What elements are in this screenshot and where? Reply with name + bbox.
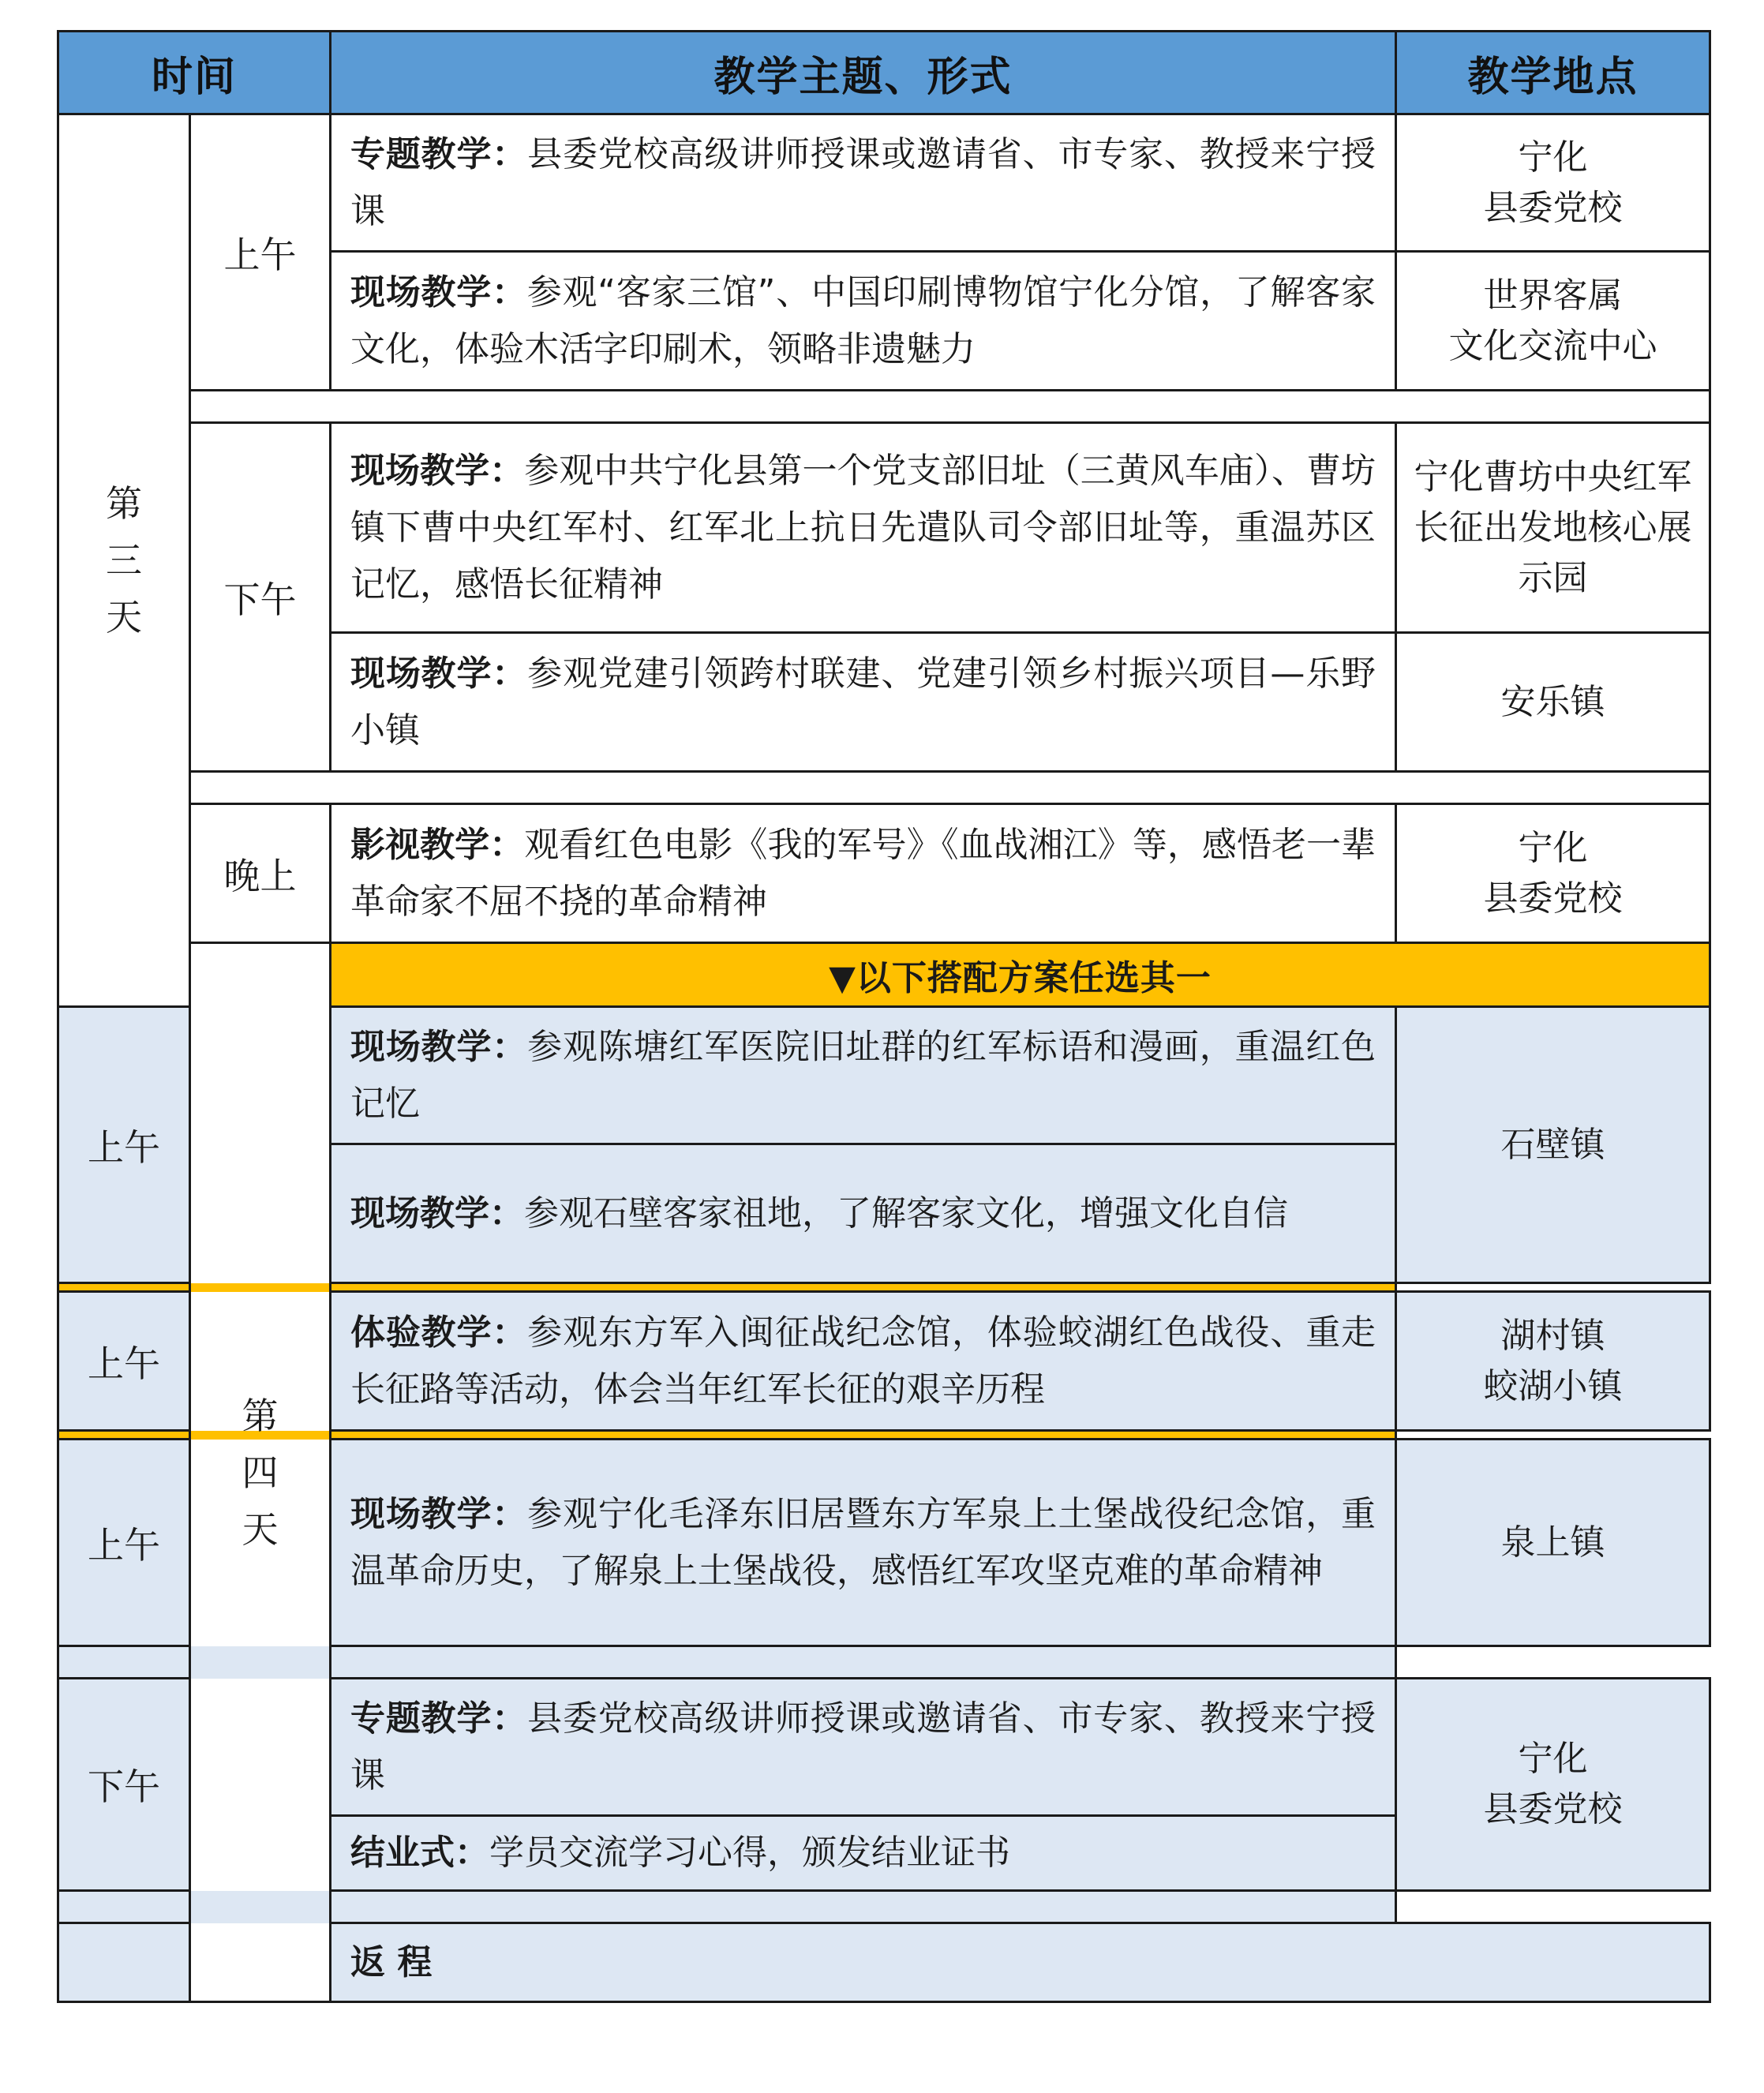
- header-row: [58, 32, 1710, 114]
- location-line: 县委党校: [1483, 1789, 1623, 1829]
- header-time: 时间: [58, 32, 331, 114]
- day-label-text: 第三天: [106, 482, 142, 638]
- activity-cell: [331, 1816, 1396, 1891]
- location-line: 宁化: [1518, 827, 1588, 868]
- table-row: [58, 114, 1710, 252]
- location-line: 宁化: [1518, 1739, 1588, 1779]
- location-cell: [1396, 1679, 1710, 1891]
- activity-text: 学员交流学习心得，颁发结业证书: [489, 1833, 1011, 1873]
- location-line: 蛟湖小镇: [1483, 1365, 1623, 1406]
- day-label-3: [58, 114, 190, 1007]
- activity-tag: 现场教学：: [350, 1193, 525, 1234]
- period-label: 上午: [58, 1007, 190, 1283]
- header-location: 教学地点: [1396, 32, 1710, 114]
- spacer-row: [58, 772, 1710, 804]
- period-label: 上午: [58, 1440, 190, 1646]
- location-line: 世界客属: [1483, 275, 1623, 316]
- activity-text: 参观东方军入闽征战纪念馆，体验蛟湖红色战役、重走长征路等活动，体会当年红军长征的艰辛历程: [350, 1312, 1376, 1410]
- location-cell: [1396, 252, 1710, 391]
- activity-cell: [331, 252, 1396, 391]
- schedule-table: [57, 30, 1711, 2003]
- activity-tag: 现场教学：: [350, 1026, 528, 1067]
- separator: [58, 1283, 1396, 1292]
- location-line: 湖村镇: [1500, 1315, 1605, 1356]
- spacer: [190, 391, 1710, 423]
- spacer: [58, 1646, 1396, 1679]
- activity-cell: [331, 804, 1396, 943]
- activity-cell: [331, 1292, 1396, 1431]
- activity-cell: [331, 423, 1396, 633]
- location-cell: [1396, 1292, 1710, 1431]
- activity-tag: 专题教学：: [350, 1698, 528, 1739]
- empty-cell: [58, 1923, 190, 2002]
- location-cell: [1396, 804, 1710, 943]
- activity-cell: [331, 633, 1396, 772]
- activity-text: 参观“客家三馆”、中国印刷博物馆宁化分馆，了解客家文化，体验木活字印刷术，领略非遗魅力: [350, 271, 1376, 369]
- option-banner: ▼以下搭配方案任选其一: [331, 943, 1710, 1007]
- return-cell: 返 程: [331, 1923, 1710, 2002]
- banner-row: [58, 943, 1710, 1007]
- location-line: 县委党校: [1483, 878, 1623, 919]
- spacer-row: [58, 391, 1710, 423]
- period-label: 上午: [190, 114, 331, 391]
- activity-tag: 现场教学：: [350, 450, 525, 491]
- period-label: 上午: [58, 1292, 190, 1431]
- day-label-4: [190, 943, 331, 2002]
- location-line: 宁化: [1518, 137, 1588, 178]
- location-line: 县委党校: [1483, 187, 1623, 228]
- spacer: [190, 772, 1710, 804]
- activity-tag: 体验教学：: [350, 1312, 528, 1353]
- spacer: [58, 1891, 1396, 1923]
- table-row: [58, 423, 1710, 633]
- activity-text: 参观党建引领跨村联建、党建引领乡村振兴项目—乐野小镇: [350, 653, 1376, 751]
- location-cell: 安乐镇: [1396, 633, 1710, 772]
- location-cell: [1396, 114, 1710, 252]
- activity-text: 观看红色电影《我的军号》《血战湘江》等，感悟老一辈革命家不屈不挠的革命精神: [350, 824, 1376, 922]
- activity-tag: 专题教学：: [350, 133, 528, 174]
- activity-text: 参观陈塘红军医院旧址群的红军标语和漫画，重温红色记忆: [350, 1026, 1376, 1124]
- activity-cell: [331, 114, 1396, 252]
- activity-tag: 现场教学：: [350, 1493, 528, 1534]
- location-cell: 泉上镇: [1396, 1440, 1710, 1646]
- location-cell: 宁化曹坊中央红军长征出发地核心展示园: [1396, 423, 1710, 633]
- period-label: 晚上: [190, 804, 331, 943]
- option-separator: [58, 1283, 1710, 1292]
- activity-tag: 现场教学：: [350, 653, 528, 694]
- activity-tag: 现场教学：: [350, 271, 527, 313]
- period-label: 下午: [190, 423, 331, 772]
- location-line: 文化交流中心: [1448, 325, 1657, 366]
- activity-text: 参观石壁客家祖地，了解客家文化，增强文化自信: [524, 1193, 1289, 1234]
- spacer-row: [58, 1891, 1710, 1923]
- spacer-row: [58, 1646, 1710, 1679]
- activity-text: 县委党校高级讲师授课或邀请省、市专家、教授来宁授课: [350, 133, 1376, 231]
- table-row: [58, 804, 1710, 943]
- activity-text: 参观中共宁化县第一个党支部旧址（三黄风车庙）、曹坊镇下曹中央红军村、红军北上抗日先遣队司令部旧址等，重温苏区记忆，感悟长征精神: [350, 450, 1376, 605]
- activity-cell: [331, 1007, 1396, 1144]
- day-label-text: 第四天: [242, 1394, 279, 1551]
- activity-tag: 影视教学：: [350, 824, 525, 865]
- header-topic: 教学主题、形式: [331, 32, 1396, 114]
- activity-text: 县委党校高级讲师授课或邀请省、市专家、教授来宁授课: [350, 1698, 1376, 1795]
- activity-tag: 结业式：: [350, 1833, 490, 1873]
- activity-cell: [331, 1144, 1396, 1283]
- activity-cell: [331, 1440, 1396, 1646]
- location-cell: 石壁镇: [1396, 1007, 1710, 1283]
- activity-cell: [331, 1679, 1396, 1816]
- activity-text: 参观宁化毛泽东旧居暨东方军泉上土堡战役纪念馆，重温革命历史，了解泉上土堡战役，感悟红军攻坚克难的革命精神: [350, 1493, 1376, 1591]
- option-separator: [58, 1431, 1710, 1440]
- period-label: 下午: [58, 1679, 190, 1891]
